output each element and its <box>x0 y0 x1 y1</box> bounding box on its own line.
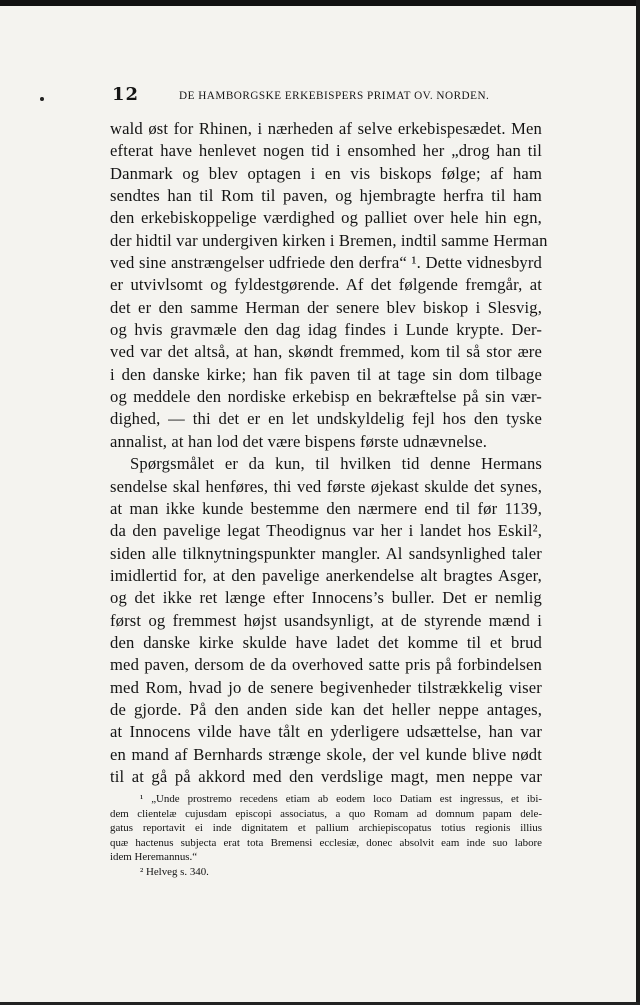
text-line: og hvis gravmæle den dag idag findes i Lunde krypte. Der- <box>110 320 542 340</box>
page-number: 12 <box>112 84 140 105</box>
footnote-line: idem Heremannus.“ <box>110 851 198 864</box>
running-head <box>112 84 540 110</box>
footnote-line: dem clientelæ cujusdam episcopi associatus, a quo Romam ad domnum papam dele- <box>110 807 542 820</box>
text-line: at man ikke kunde bestemme den nærmere end til før 1139, <box>110 498 542 518</box>
text-line: imidlertid for, at den pavelige anerkendelse alt bragtes Asger, <box>110 565 542 585</box>
text-line: er utvivlsomt og fyldestgørende. Af det følgende fremgår, at <box>110 275 542 295</box>
body-text <box>110 118 548 788</box>
text-line: ved sine anstrængelser udfriede den derfra“ ¹. Dette vidnesbyrd <box>110 253 542 273</box>
text-line: de gjorde. På den anden side kan det heller neppe antages, <box>110 699 542 719</box>
text-line: dighed, — thi det er en let undskyldelig fejl hos den tyske <box>110 409 542 429</box>
text-line: ved var det altså, at han, skøndt fremmed, kom til så stor ære <box>110 342 542 362</box>
footnotes <box>110 792 542 880</box>
text-line: siden alle tilknytningspunkter mangler. Al sandsynlighed taler <box>110 543 542 563</box>
text-line: og meddele den nordiske erkebisp en bekræftelse på sin vær- <box>110 387 542 407</box>
text-line: en mand af Bernhards strænge skole, der vel kunde blive nødt <box>110 744 542 764</box>
text-line: først og fremmest højst usandsynligt, at de styrende mænd i <box>110 610 542 630</box>
page-edge-top <box>0 0 640 6</box>
paragraph-start-line: Spørgsmålet er da kun, til hvilken tid denne Hermans <box>130 454 542 474</box>
text-line: sendtes han til Rom til paven, og hjembragte herfra til ham <box>110 186 542 206</box>
text-line: med paven, dersom de da overhoved satte pris på forbindelsen <box>110 655 542 675</box>
text-line: annalist, at han lod det være bispens første udnævnelse. <box>110 431 488 451</box>
text-line: det er den samme Herman der senere blev biskop i Slesvig, <box>110 297 542 317</box>
footnote-line: ² Helveg s. 340. <box>140 865 209 878</box>
footnote-line: ¹ „Unde prostremo recedens etiam ab eodem loco Datiam est ingressus, et ibi- <box>140 793 542 805</box>
text-line: til at gå på akkord med den verdslige magt, men neppe var <box>110 766 542 786</box>
text-line: og det ikke ret længe efter Innocens’s buller. Det er nemlig <box>110 588 542 608</box>
footnote-line: quæ hactenus subjecta erat tota Bremensi ecclesiæ, donec absolvit eam inde suo labore <box>110 836 542 849</box>
running-title: DE HAMBORGSKE ERKEBISPERS PRIMAT OV. NORDEN. <box>179 90 490 102</box>
text-line: da den pavelige legat Theodignus var her i landet hos Eskil², <box>110 521 542 541</box>
text-line: den erkebiskoppelige værdighed og palliet over hele hin egn, <box>110 208 542 228</box>
text-line: wald øst for Rhinen, i nærheden af selve erkebispesædet. Men <box>110 119 542 138</box>
footnote-line: gatus reportavit ei inde dignitatem et pallium archiepiscopatus totius regionis illius <box>110 822 542 835</box>
text-line: den danske kirke skulde have ladet det komme til et brud <box>110 632 542 652</box>
stray-ink-mark <box>40 97 44 101</box>
text-line: med Rom, hvad jo de senere begivenheder tilstrækkelig viser <box>110 677 542 697</box>
text-line: Danmark og blev optagen i en vis biskops følge; af ham <box>110 163 542 183</box>
text-line: sendelse skal henføres, thi ved første øjekast skulde det synes, <box>110 476 542 496</box>
text-line: at Innocens vilde have tålt en yderligere udsættelse, han var <box>110 722 542 742</box>
text-line: i den danske kirke; han fik paven til at tage sin dom tilbage <box>110 364 542 384</box>
text-line: efterat have henlevet nogen tid i ensomhed her „drog han til <box>110 141 542 161</box>
page-edge-right <box>636 0 640 1005</box>
text-line: der hidtil var undergiven kirken i Bremen, indtil samme Herman <box>110 230 548 250</box>
